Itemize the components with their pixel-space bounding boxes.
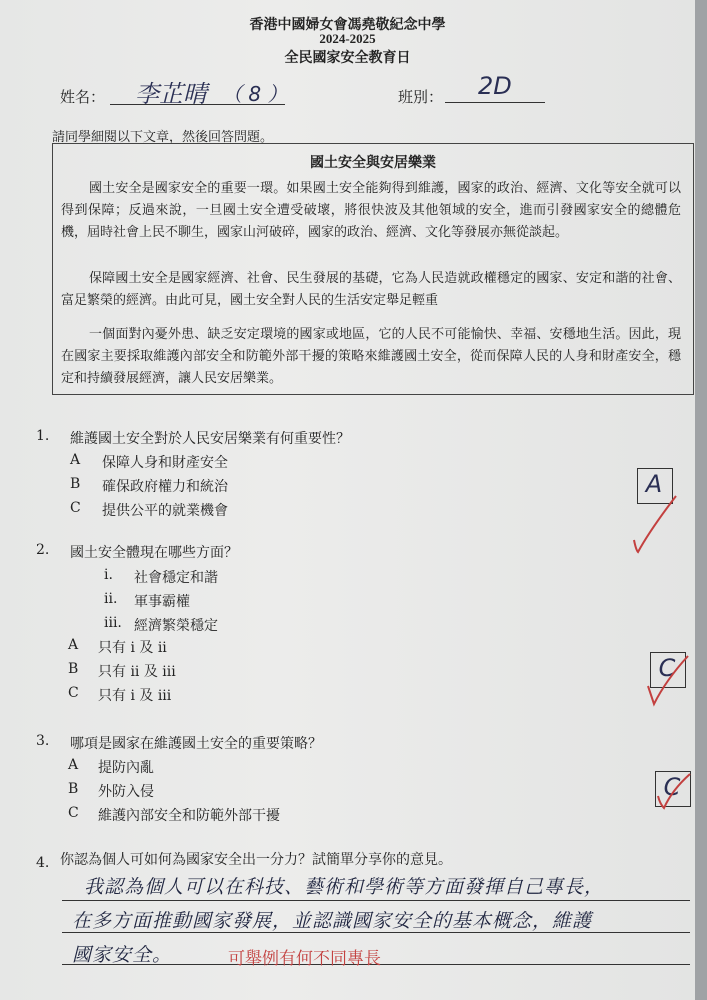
option-key: A [68, 757, 79, 773]
option-text: 外防入侵 [98, 784, 154, 800]
article-paragraph: 國土安全是國家安全的重要一環。如果國土安全能夠得到維護，國家的政治、經濟、文化等安全就可以得到保障；反過來說，一旦國土安全遭受破壞，將很快波及其他領域的安全，進而引發國家安全的總體危機，屆時社會上民不聊生，國家山河破碎，國家的政治、經濟、文化等發展亦無從談起。 [61, 181, 681, 240]
article-box [52, 143, 694, 395]
handwritten-answer: C [663, 773, 681, 801]
class-underline [445, 102, 545, 103]
handwritten-answer: C [658, 654, 676, 682]
check-mark-icon [640, 650, 695, 710]
handwritten-answer-line: 在多方面推動國家發展，並認識國家安全的基本概念，維護 [72, 910, 593, 932]
event-title: 全民國家安全教育日 [284, 50, 411, 66]
question-number: 3. [36, 733, 50, 749]
option-text: 只有 ii 及 iii [98, 664, 176, 680]
option-key: B [70, 476, 81, 492]
option-text: 維護內部安全和防範外部干擾 [98, 808, 280, 824]
option-key: C [68, 805, 79, 821]
option-key: C [68, 685, 79, 701]
class-label: 班別： [398, 88, 444, 106]
option-text: 只有 i 及 ii [98, 640, 167, 656]
option-text: 保障人身和財產安全 [102, 455, 228, 471]
school-year: 2024-2025 [319, 31, 376, 46]
option-text: 提供公平的就業機會 [102, 503, 228, 519]
option-key: B [68, 661, 79, 677]
question-text: 國土安全體現在哪些方面？ [70, 545, 238, 561]
handwritten-answer-line: 我認為個人可以在科技、藝術和學術等方面發揮自己專長， [84, 876, 605, 898]
handwritten-answer: A [645, 470, 663, 498]
article-paragraph: 一個面對內憂外患、缺乏安定環境的國家或地區，它的人民不可能愉快、幸福、安穩地生活。因此，現在國家主要採取維護內部安全和防範外部干擾的策略來維護國土安全，從而保障人民的人身和財產安全，穩定和持續發展經濟，讓人民安居樂業。 [61, 327, 681, 386]
handwritten-answer-line: 國家安全。 [72, 944, 173, 966]
statement-key: iii. [104, 615, 122, 631]
school-name: 香港中國婦女會馮堯敬紀念中學 [249, 17, 446, 33]
check-mark-icon [620, 490, 680, 560]
instruction-text: 請同學細閱以下文章，然後回答問題。 [52, 130, 274, 145]
teacher-comment: 可舉例有何不同專長 [228, 949, 381, 969]
student-number: （ 8 ） [222, 82, 288, 106]
option-key: A [70, 452, 81, 468]
article-title: 國土安全與安居樂業 [310, 155, 436, 171]
option-text: 提防內亂 [98, 760, 154, 776]
option-key: A [68, 637, 79, 653]
statement-text: 軍事霸權 [134, 594, 190, 610]
question-text: 維護國土安全對於人民安居樂業有何重要性？ [70, 431, 350, 447]
name-label: 姓名： [60, 88, 106, 106]
option-key: B [68, 781, 79, 797]
option-text: 確保政府權力和統治 [102, 479, 228, 495]
background-edge [695, 0, 707, 1000]
student-class: 2D [478, 72, 512, 100]
option-text: 只有 i 及 iii [98, 688, 172, 704]
statement-text: 經濟繁榮穩定 [134, 618, 218, 634]
statement-key: i. [104, 567, 113, 583]
question-text: 哪項是國家在維護國土安全的重要策略？ [70, 736, 322, 752]
article-paragraph: 保障國土安全是國家經濟、社會、民生發展的基礎，它為人民造就政權穩定的國家、安定和諧的社會、富足繁榮的經濟。由此可見，國土安全對人民的生活安定舉足輕重 [61, 271, 681, 308]
check-mark-icon [650, 770, 695, 815]
question-number: 1. [36, 428, 50, 444]
statement-text: 社會穩定和諧 [134, 570, 218, 586]
option-key: C [70, 500, 81, 516]
question-number: 2. [36, 542, 50, 558]
question-number: 4. [36, 855, 50, 871]
statement-key: ii. [104, 591, 118, 607]
answer-line [62, 900, 690, 901]
student-name: 李芷晴 [135, 80, 207, 108]
question-text: 你認為個人可如何為國家安全出一分力？試簡單分享你的意見。 [60, 852, 452, 868]
